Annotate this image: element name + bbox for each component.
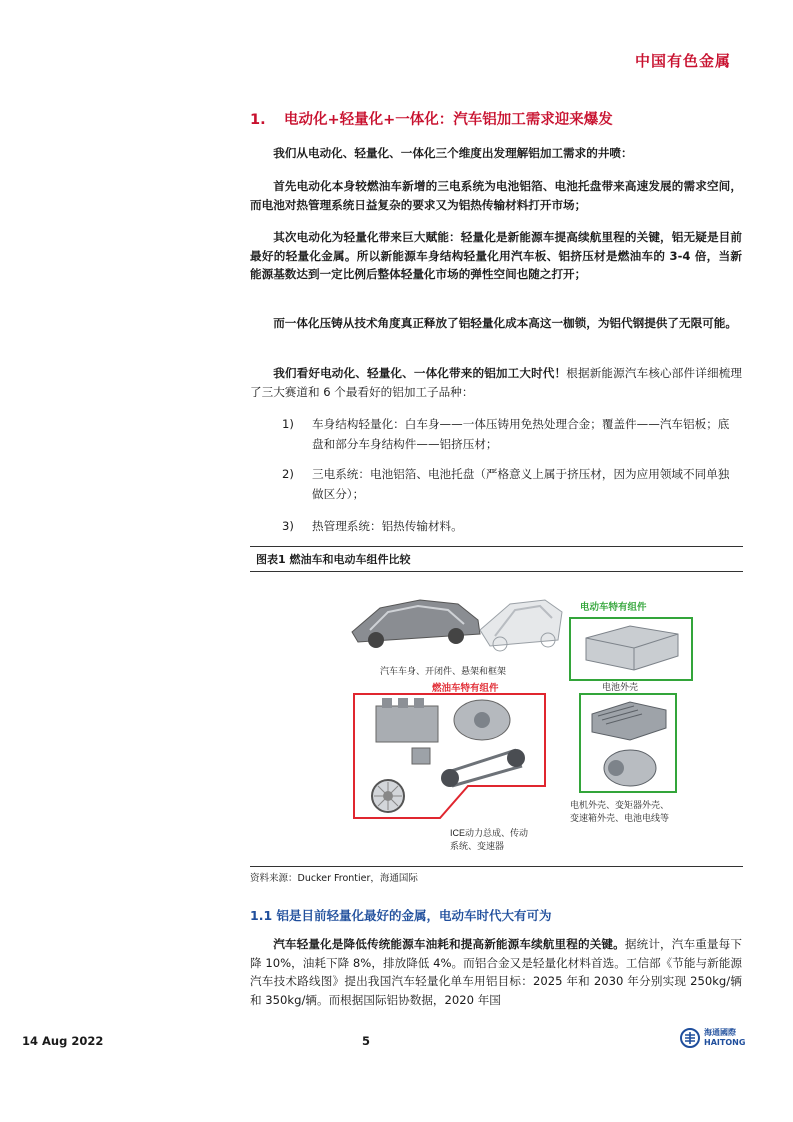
footer-date: 14 Aug 2022 <box>22 1034 104 1048</box>
caption-motor-line2: 变速箱外壳、电池电线等 <box>570 813 670 823</box>
section-number: 1. <box>250 112 266 128</box>
transmission-image <box>454 700 510 740</box>
haitong-logo-icon <box>680 1028 700 1048</box>
caption-motor-line1: 电机外壳、变矩器外壳、 <box>570 800 670 810</box>
subsection-title: 1.1 铝是目前轻量化最好的金属，电动车时代大有可为 <box>250 908 552 923</box>
drivetrain-image <box>412 748 525 787</box>
section-title <box>250 108 750 129</box>
list-text: 车身结构轻量化：白车身——一体压铸用免热处理合金；覆盖件——汽车铝板；底盘和部分车身结构件——铝挤压材； <box>312 417 730 451</box>
figure-source: 资料来源：Ducker Frontier，海通国际 <box>250 866 743 884</box>
outlook-rest: 根据新能源汽车核心部件详细梳理了三大赛道和 6 个最看好的铝加工子品种： <box>250 366 742 399</box>
paragraph-intro: 我们从电动化、轻量化、一体化三个维度出发理解铝加工需求的井喷： <box>273 146 633 160</box>
list-text: 热管理系统：铝热传输材料。 <box>312 519 463 533</box>
engine-block-image <box>376 698 438 742</box>
list-number: 1) <box>282 417 294 431</box>
label-ev-only: 电动车特有组件 <box>580 602 647 613</box>
caption-ice-line1: ICE动力总成、传动 <box>450 828 529 838</box>
paragraph-integration: 而一体化压铸从技术角度真正释放了铝轻量化成本高这一枷锁，为铝代钢提供了无限可能。 <box>273 316 737 330</box>
outlook-bold: 我们看好电动化、轻量化、一体化带来的铝加工大时代！ <box>273 366 567 380</box>
list-item <box>282 516 740 536</box>
page-number: 5 <box>362 1034 371 1048</box>
label-ice-only: 燃油车特有组件 <box>432 683 499 694</box>
list-number: 2) <box>282 467 294 481</box>
paragraph-electrification: 首先电动化本身较燃油车新增的三电系统为电池铝箔、电池托盘带来高速发展的需求空间，而电池对热管理系统日益复杂的要求又为铝热传输材料打开市场； <box>250 179 742 212</box>
inverter-case-image <box>592 702 666 740</box>
figure-title: 图表1 燃油车和电动车组件比较 <box>250 546 743 572</box>
wheel-rim-image <box>372 780 404 812</box>
caption-body: 汽车车身、开闭件、悬架和框架 <box>380 666 507 676</box>
paragraph-lightweight-stats <box>250 935 742 1009</box>
paragraph-outlook <box>250 364 742 401</box>
caption-ice-line2: 系统、变速器 <box>450 841 505 851</box>
figure-illustration <box>340 590 700 860</box>
list-item <box>282 414 740 454</box>
list-text: 三电系统：电池铝箔、电池托盘（严格意义上属于挤压材，因为应用领域不同单独做区分）； <box>312 467 730 501</box>
stats-rest: 据统计，汽车重量每下降 10%，油耗下降 8%，排放降低 4%。而铝合金又是轻量化材料首选。工信部《节能与新能源汽车技术路线图》提出我国汽车轻量化单车用铝目标：2025 年和 2030 年分别实现 250kg/辆和 350kg/辆。而根据国际铝协数据，2020 年国 <box>250 937 742 1007</box>
paragraph-lightweight: 其次电动化为轻量化带来巨大赋能：轻量化是新能源车提高续航里程的关键，铝无疑是目前最好的轻量化金属。所以新能源车身结构轻量化用汽车板、铝挤压材是燃油车的 3-4 倍，当新能源基数达到一定比例后整体轻量化市场的弹性空间也随之打开； <box>250 230 742 281</box>
battery-case-image <box>586 626 678 670</box>
logo-en: HAITONG <box>704 1038 746 1047</box>
logo-cn: 海通國際 <box>704 1028 736 1037</box>
haitong-logo <box>680 1028 745 1048</box>
stats-bold: 汽车轻量化是降低传统能源车油耗和提高新能源车续航里程的关键。 <box>273 937 625 951</box>
car-body-frame-image <box>352 600 480 648</box>
list-number: 3) <box>282 519 294 533</box>
motor-housing-image <box>604 750 656 786</box>
list-item <box>282 464 740 504</box>
components-diagram <box>340 590 700 860</box>
chassis-frame-image <box>480 600 562 651</box>
section-title-text: 电动化+轻量化+一体化：汽车铝加工需求迎来爆发 <box>284 112 613 128</box>
caption-battery: 电池外壳 <box>602 682 639 692</box>
header-brand: 中国有色金属 <box>634 52 731 70</box>
